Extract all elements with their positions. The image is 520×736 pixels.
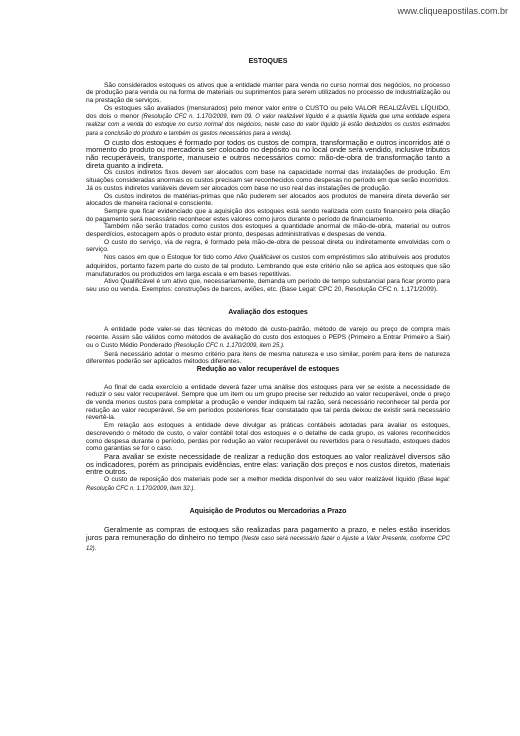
document-body	[86, 58, 450, 553]
paragraph: Os custos indiretos fixos devem ser alocados com base na capacidade normal das instalações de produção. Em situações consideradas anormais os custos precisam ser reconhecidos como despesas no período em que serão incorridos. Já os custos indiretos variáveis devem ser alocados com base no uso real das instalações de produção.	[86, 169, 450, 192]
paragraph: Ao final de cada exercício a entidade deverá fazer uma análise dos estoques para ver se existe a necessidade de reduzir o seu valor recuperável. Sempre que um item ou um grupo precise ser reduzido ao valor recuperável, onde o preço de venda menos custos para completar a produção e vender indiquem tal razão, será necessário reconhecer tal perda por redução ao valor recuperável. Se em períodos posteriores ficar constatado que tal perda deixou de existir será necessário revertê-la.	[86, 383, 450, 422]
paragraph	[86, 526, 450, 553]
paragraph-text: Os estoques são avaliados (mensurados) pelo menor valor entre o CUSTO ou pelo VALOR REALIZÁVEL LÍQUIDO, dos dois o menor	[86, 104, 450, 120]
paragraph	[86, 105, 450, 139]
section-title-reducao: Redução ao valor recuperável de estoques	[196, 365, 340, 373]
paragraph-text: os custos com empréstimos são atribuíveis aos produtos adquiridos, portanto fazem parte do custo de tal produto. Lembrando que este critério não se aplica aos estoques que são manufaturados ou produzidos em larga escala e em bases repetitivas.	[86, 254, 450, 278]
legal-note: (Resolução CFC n. 1.170/2009, item 25.).	[173, 342, 285, 349]
paragraph-text: A entidade pode valer-se das técnicas do método de custo-padrão, método de varejo ou preço de compra mais recente. Assim são válidos como métodos de avaliação do custo dos estoques o PEPS (Primeiro a Entrar Primeiro a Sair) ou o Custo Médio Ponderado	[86, 326, 450, 349]
legal-note: (Resolução CFC n. 1.170/2009, item 09. O valor realizável líquido é a quantia líquida que uma entidade espera realizar com a venda do estoque no curso normal dos negócios, neste caso do valor líquido já estão deduzidos os custos estimados para a conclusão do produto e também os gastos necessários para a venda).	[86, 113, 450, 137]
section-title-aquisicao: Aquisição de Produtos ou Mercadorias a Prazo	[189, 508, 347, 516]
paragraph-text: Nos casos em que o Estoque for tido como	[104, 254, 232, 262]
site-url: www.cliqueapostilas.com.br	[397, 6, 508, 16]
paragraph: Em relação aos estoques a entidade deve divulgar as práticas contábeis adotadas para avaliar os estoques, descrevendo o método de custo, o valor contábil total dos estoques e o detalhe de cada grupo, os valores reconhecidos como despesa durante o período, perdas por redução ao valor recuperável ou revertidos para o resultado, estoques dados como garantias se for o caso.	[86, 422, 450, 453]
section-title-avaliacao: Avaliação dos estoques	[228, 308, 308, 316]
paragraph: O custo do serviço, via de regra, é formado pela mão-de-obra de pessoal direta ou indiretamente envolvidas com o serviço.	[86, 238, 450, 254]
paragraph	[86, 476, 450, 493]
paragraph: Os custos indiretos de matérias-primas que não puderem ser alocados aos produtos de maneira direta deverão ser alocados de maneira racional e consciente.	[86, 192, 450, 208]
paragraph-text: O custo de reposição dos materiais pode ser a melhor medida disponível do seu valor realizável líquido	[104, 476, 416, 484]
paragraph: Será necessário adotar o mesmo critério para itens de mesma natureza e uso similar, porém para itens de natureza diferentes poderão ser aplicados métodos diferentes.	[86, 350, 450, 366]
paragraph: Ativo Qualificável é um ativo que, necessariamente, demanda um período de tempo substancial para ficar pronto para seu uso ou venda. Exemplos: construções de barcos, aviões, etc. (Base Legal: CPC 20, Resolução CFC n. 1.171/2009).	[86, 278, 450, 293]
paragraph	[86, 254, 450, 278]
paragraph: Também não serão tratados como custos dos estoques a quantidade anormal de mão-de-obra, material ou outros desperdícios, estocagem após o produto estar pronto, despesas administrativas e despesas de venda.	[86, 223, 450, 239]
paragraph: Para avaliar se existe necessidade de realizar a redução dos estoques ao valor realizável diversos são os indicadores, porém as principais evidências, entre elas: variação dos preços e nos custos diretos, materiais entre outros.	[86, 451, 450, 477]
paragraph	[86, 326, 450, 350]
paragraph: O custo dos estoques é formado por todos os custos de compra, transformação e outros incorridos até o momento do produto ou mercadoria ser colocado no depósito ou no local onde será vendido, inclusive tributos não recuperáveis, transporte, manuseio e outros necessários como: mão-de-obra de transformação tanto a direta quanto a indireta.	[86, 137, 450, 170]
paragraph-text: Geralmente as compras de estoques são realizadas para pagamento a prazo, e neles estão inseridos juros para remuneração do dinheiro no tempo	[86, 525, 450, 542]
legal-note: (Base legal: Resolução CFC n. 1.170/2009, item 32.).	[86, 477, 450, 492]
term-italic: Ativo Qualificável	[234, 255, 281, 262]
paragraph: Sempre que ficar evidenciado que a aquisição dos estoques está sendo realizada com custo financeiro pela dilação do pagamento será necessário reconhecer estes valores como juros durante o período de financiamento.	[86, 207, 450, 223]
page-title: ESTOQUES	[248, 58, 288, 65]
paragraph: São considerados estoques os ativos que a entidade manter para venda no curso normal dos negócios, no processo de produção para venda ou na forma de materiais ou suprimentos para serem utilizados no processo de industrialização ou na prestação de serviços.	[86, 81, 450, 105]
legal-note: (Neste caso será necessário fazer o Ajuste a Valor Presente, conforme CPC 12).	[86, 535, 450, 552]
